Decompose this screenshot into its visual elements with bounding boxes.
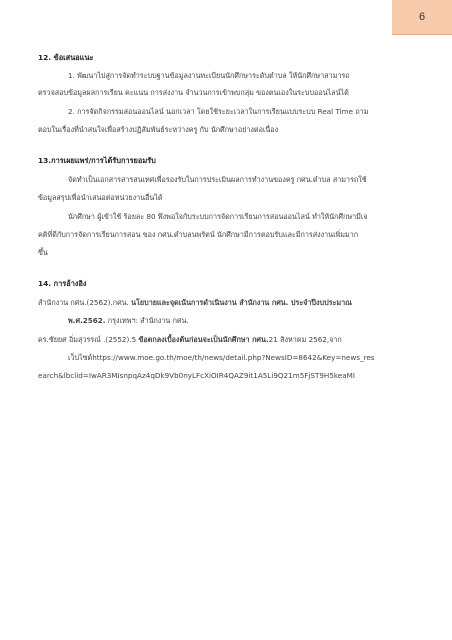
reference-2-title: ข้อตกลงเบื้องต้นก่อนจะเป็นนักศึกษา กศน. — [138, 335, 269, 344]
section-13-para-1-line-1: จัดทำเป็นเอกสารสารสนเทศเพื่อรองรับในการประเมินผลการทำงานของครู กศน.ตำบล สามารถใช้ — [68, 175, 367, 184]
reference-1-publisher: กรุงเทพฯ: สำนักงาน กศน. — [105, 316, 189, 325]
section-12-item-2-line-2: ตอบในเรื่องที่นำสนใจเพื่อสร้างปฏิสัมพันธ์ระหว่างครู กับ นักศึกษาอย่างต่อเนื่อง — [38, 125, 279, 134]
section-13-para-2-line-1: นักศึกษา ผู้เข้าใช้ ร้อยละ 80 พึงพอใจกับระบบการจัดการเรียนการสอนออนไลน์ ทำให้นักศึกษามีเจ — [68, 212, 368, 221]
reference-2-line-1 — [38, 334, 342, 345]
reference-1-author: สำนักงาน กศน.(2562).กศน. — [38, 298, 132, 307]
reference-1-title-cont: พ.ศ.2562. — [68, 316, 106, 325]
section-13-para-2-line-2: คติที่ดีกับการจัดการเรียนการสอน ของ กศน.ตำบลนพรัตน์ นักศึกษามีการตอบรับและมีการส่งงานเพิ่มมาก — [38, 230, 359, 239]
page-number-badge — [392, 0, 452, 35]
section-14-heading: 14. การอ้างอิง — [38, 279, 87, 288]
section-13-heading: 13.การเผยแพร่/การได้รับการยอมรับ — [38, 156, 156, 165]
reference-1-title: นโยบายและจุดเน้นการดำเนินงาน สำนักงาน กศน. ประจำปีงบประมาณ — [131, 298, 352, 307]
reference-2-author: ดร.ชัยยศ อิ่มสุวรรณ์ .(2552).5 — [38, 335, 139, 344]
reference-2-url-line-1[interactable]: เว็บไซต์https://www.moe.go.th/moe/th/news/detail.php?NewsID=8642&Key=news_res — [68, 353, 375, 362]
reference-1-line-2 — [68, 315, 189, 326]
page-number: 6 — [418, 11, 426, 23]
reference-2-url-line-2[interactable]: earch&lbclid=IwAR3MIsnpqAz4qDk9Vb0nyLFcXiOIR4QAZ9it1A5Li9Q21m5FjST9H5keaMI — [38, 371, 355, 380]
reference-2-date: 21 สิงหาคม 2562,จาก — [268, 335, 342, 344]
section-12-heading: 12. ข้อเสนอแนะ — [38, 53, 94, 62]
section-12-item-2-line-1: 2. การจัดกิจกรรมสอนออนไลน์ นอกเวลา โดยใช้ระยะเวลาในการเรียนแบบระบบ Real Time ถาม — [68, 107, 369, 116]
reference-1-line-1 — [38, 297, 352, 308]
section-12-item-1-line-1: 1. พัฒนาไปสู่การจัดทำระบบฐานข้อมูลงานทะเบียนนักศึกษาระดับตำบล ให้นักศึกษาสามารถ — [68, 71, 350, 80]
section-13-para-1-line-2: ข้อมูลสรุปเพื่อนำเสนอต่อหน่วยงานอื่นได้ — [38, 193, 163, 202]
section-12-item-1-line-2: ตรวจสอบข้อมูลผลการเรียน คะแนน การส่งงาน จำนวนการเข้าพบกลุ่ม ของตนเองในระบบออนไลน์ได้ — [38, 88, 349, 97]
section-13-para-2-line-3: ขึ้น — [38, 248, 48, 257]
